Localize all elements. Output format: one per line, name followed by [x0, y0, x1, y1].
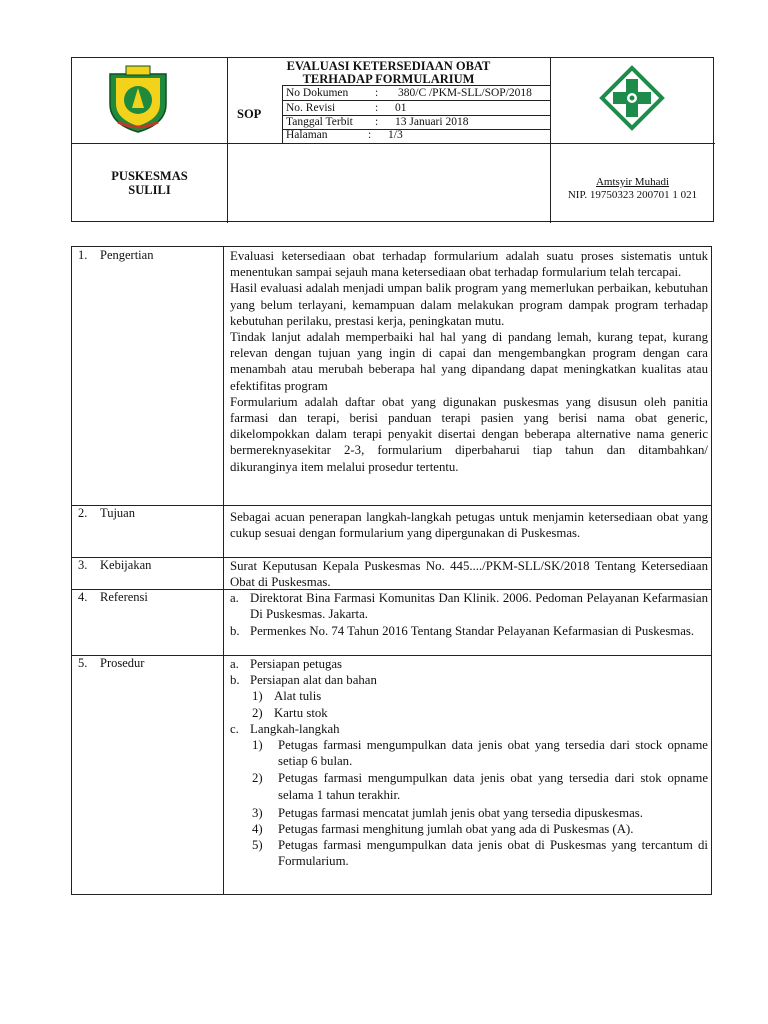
- procedure-substep: 2) Kartu stok: [252, 705, 328, 720]
- pengertian-paragraph-4: Formularium adalah daftar obat yang digunakan puskesmas yang disusun oleh panitia farmasi dan terapi, berisi panduan terapi pasien yang berisi nama obat generic, dikelompokkan dalam terapi penyakit disertai dengan beberapa alternative nama generic bermereknyasekitar 2-3, formularium diperbaharui tiap tahun dan ditambahkan/ dikuranginya item melalui prosedur tertentu.: [230, 394, 708, 474]
- issue-date-value: 13 Januari 2018: [395, 116, 469, 128]
- section-label-prosedur: 5. Prosedur: [78, 656, 145, 670]
- signer-nip: NIP. 19750323 200701 1 021: [567, 189, 698, 201]
- section-label-pengertian: 1. Pengertian: [78, 248, 154, 262]
- section-body-kebijakan: [230, 558, 708, 590]
- procedure-substep: 4) Petugas farmasi menghitung jumlah obat yang ada di Puskesmas (A).: [252, 822, 634, 837]
- section-label-tujuan: 2. Tujuan: [78, 506, 135, 520]
- sop-label: SOP: [237, 107, 262, 121]
- procedure-step-b: b. Persiapan alat dan bahan: [230, 673, 377, 688]
- pengertian-paragraph-1: Evaluasi ketersediaan obat terhadap formularium adalah suatu proses sistematis untuk menentukan sampai sejauh mana ketersediaan obat terhadap formularium telah tercapai.: [230, 249, 708, 280]
- issue-date-label: Tanggal Terbit: [286, 116, 353, 128]
- doc-number-colon: :: [375, 87, 379, 99]
- procedure-substep: 2) Petugas farmasi mengumpulkan data jenis obat yang tersedia dari stok opname selama 1 tahun terakhir.: [252, 771, 708, 802]
- regency-logo: [104, 64, 172, 134]
- section-label-kebijakan: 3. Kebijakan: [78, 558, 152, 572]
- reference-item: a. Direktorat Bina Farmasi Komunitas Dan Klinik. 2006. Pedoman Pelayanan Kefarmasian Di Puskesmas. Jakarta.: [230, 591, 708, 622]
- revision-label: No. Revisi: [286, 102, 336, 114]
- doc-number-value: 380/C /PKM-SLL/SOP/2018: [398, 87, 532, 99]
- sop-content-table: [71, 246, 712, 895]
- section-body-pengertian: [230, 248, 708, 475]
- procedure-step-a: a. Persiapan petugas: [230, 657, 343, 671]
- procedure-substep: 3) Petugas farmasi mencatat jumlah jenis obat yang tersedia dipuskesmas.: [252, 805, 643, 820]
- pengertian-paragraph-3: Tindak lanjut adalah memperbaiki hal hal yang di pandang lemah, kurang tepat, kurang relevan dengan tujuan yang ingin di capai dan mengembangkan program dengan cara menambah atau merubah beberapa hal yang dipandang dapat meningkatkan kualitas atau efektifitas program: [230, 330, 708, 393]
- procedure-substep: 1) Petugas farmasi mengumpulkan data jenis obat yang tersedia dari stock opname setiap 6 bulan.: [252, 738, 708, 769]
- page-colon: :: [368, 129, 372, 141]
- document-title-line1: EVALUASI KETERSEDIAAN OBAT: [286, 59, 491, 73]
- document-header: [71, 57, 714, 222]
- document-title-line2: TERHADAP FORMULARIUM: [302, 72, 475, 86]
- revision-colon: :: [375, 102, 379, 114]
- signer-name: Amtsyir Muhadi: [595, 176, 670, 188]
- org-name-line1: PUSKESMAS: [111, 169, 188, 183]
- health-cross-logo: [599, 65, 665, 131]
- tujuan-text: Sebagai acuan penerapan langkah-langkah petugas untuk menjamin ketersediaan obat yang cukup sesuai dengan formularium yang dipergunakan di Puskesmas.: [230, 510, 708, 541]
- kebijakan-text: Surat Keputusan Kepala Puskesmas No. 445..../PKM-SLL/SK/2018 Tentang Ketersediaan Obat di Puskesmas.: [230, 559, 708, 590]
- section-body-referensi: [230, 590, 708, 640]
- org-name-line2: SULILI: [128, 183, 171, 197]
- procedure-step-c: c. Langkah-langkah: [230, 721, 340, 736]
- doc-number-label: No Dokumen: [286, 87, 349, 99]
- section-body-tujuan: [230, 509, 708, 541]
- procedure-substep: 1) Alat tulis: [252, 689, 322, 704]
- pengertian-paragraph-2: Hasil evaluasi adalah menjadi umpan balik program yang memerlukan perbaikan, kebutuhan yang belum terlayani, kemampuan dalam melakukan program dampak program terhadap kebutuhan perilaku, prestasi kerja, peningkatan mutu.: [230, 281, 708, 328]
- section-label-referensi: 4. Referensi: [78, 590, 148, 604]
- issue-date-colon: :: [375, 116, 379, 128]
- page-value: 1/3: [388, 129, 403, 141]
- section-body-prosedur: [230, 656, 708, 870]
- procedure-substep: 5) Petugas farmasi mengumpulkan data jenis obat di Puskesmas yang tercantum di Formularium.: [252, 838, 708, 869]
- page-label: Halaman: [286, 129, 328, 141]
- revision-value: 01: [395, 102, 407, 114]
- reference-item: b. Permenkes No. 74 Tahun 2016 Tentang Standar Pelayanan Kefarmasian di Puskesmas.: [230, 624, 695, 639]
